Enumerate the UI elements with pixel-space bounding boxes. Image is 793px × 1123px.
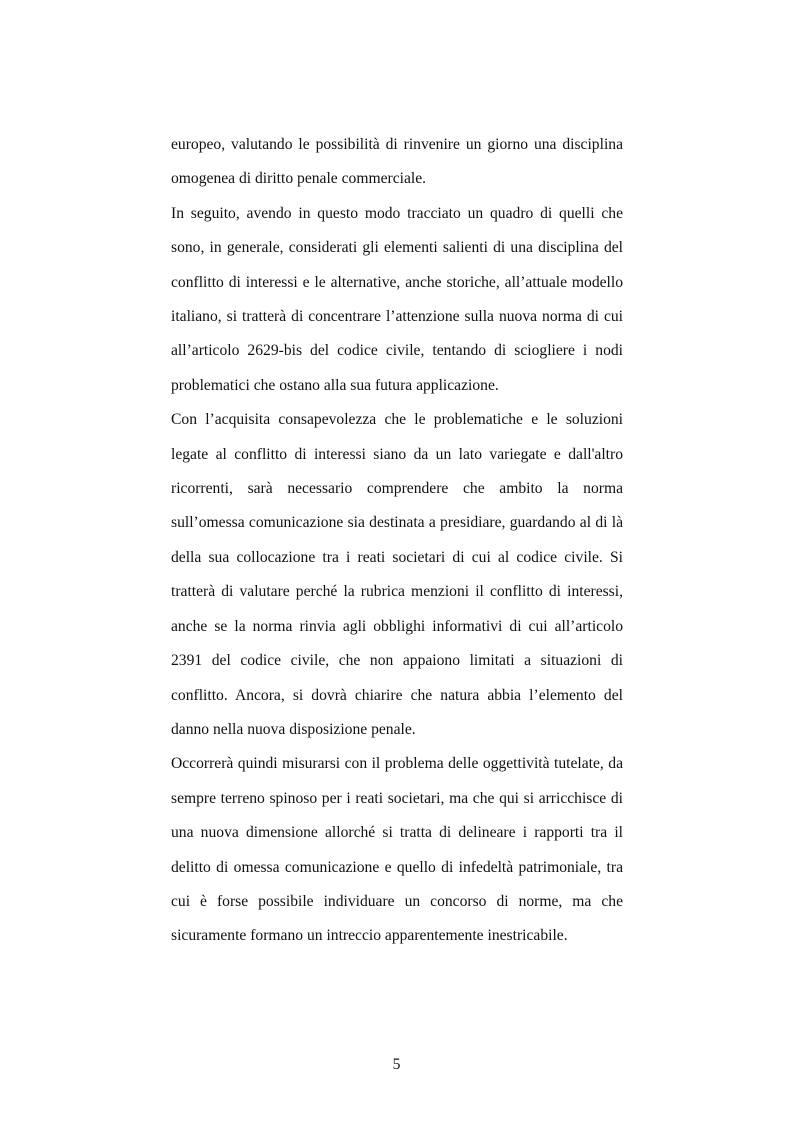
paragraph-1: europeo, valutando le possibilità di rinvenire un giorno una disciplina omogenea di diritto penale commerciale. (171, 136, 623, 188)
body-text (171, 128, 623, 954)
paragraph-4: Occorrerà quindi misurarsi con il problema delle oggettività tutelate, da sempre terreno spinoso per i reati societari, ma che qui si arricchisce di una nuova dimensione allorché si tratta di delineare i rapporti tra il delitto di omessa comunicazione e quello di infedeltà patrimoniale, tra cui è forse possibile individuare un concorso di norme, ma che sicuramente formano un intreccio apparentemente inestricabile. (171, 755, 623, 945)
paragraph-3: Con l’acquisita consapevolezza che le problematiche e le soluzioni legate al conflitto di interessi siano da un lato variegate e dall'altro ricorrenti, sarà necessario comprendere che ambito la norma sull’omessa comunicazione sia destinata a presidiare, guardando al di là della sua collocazione tra i reati societari di cui al codice civile. Si tratterà di valutare perché la rubrica menzioni il conflitto di interessi, anche se la norma rinvia agli obblighi informativi di cui all’articolo 2391 del codice civile, che non appaiono limitati a situazioni di conflitto. Ancora, si dovrà chiarire che natura abbia l’elemento del danno nella nuova disposizione penale. (171, 411, 623, 738)
page-number: 5 (392, 1056, 401, 1073)
paragraph-2: In seguito, avendo in questo modo tracciato un quadro di quelli che sono, in generale, considerati gli elementi salienti di una disciplina del conflitto di interessi e le alternative, anche storiche, all’attuale modello italiano, si tratterà di concentrare l’attenzione sulla nuova norma di cui all’articolo 2629-bis del codice civile, tentando di sciogliere i nodi problematici che ostano alla sua futura applicazione. (171, 204, 623, 394)
